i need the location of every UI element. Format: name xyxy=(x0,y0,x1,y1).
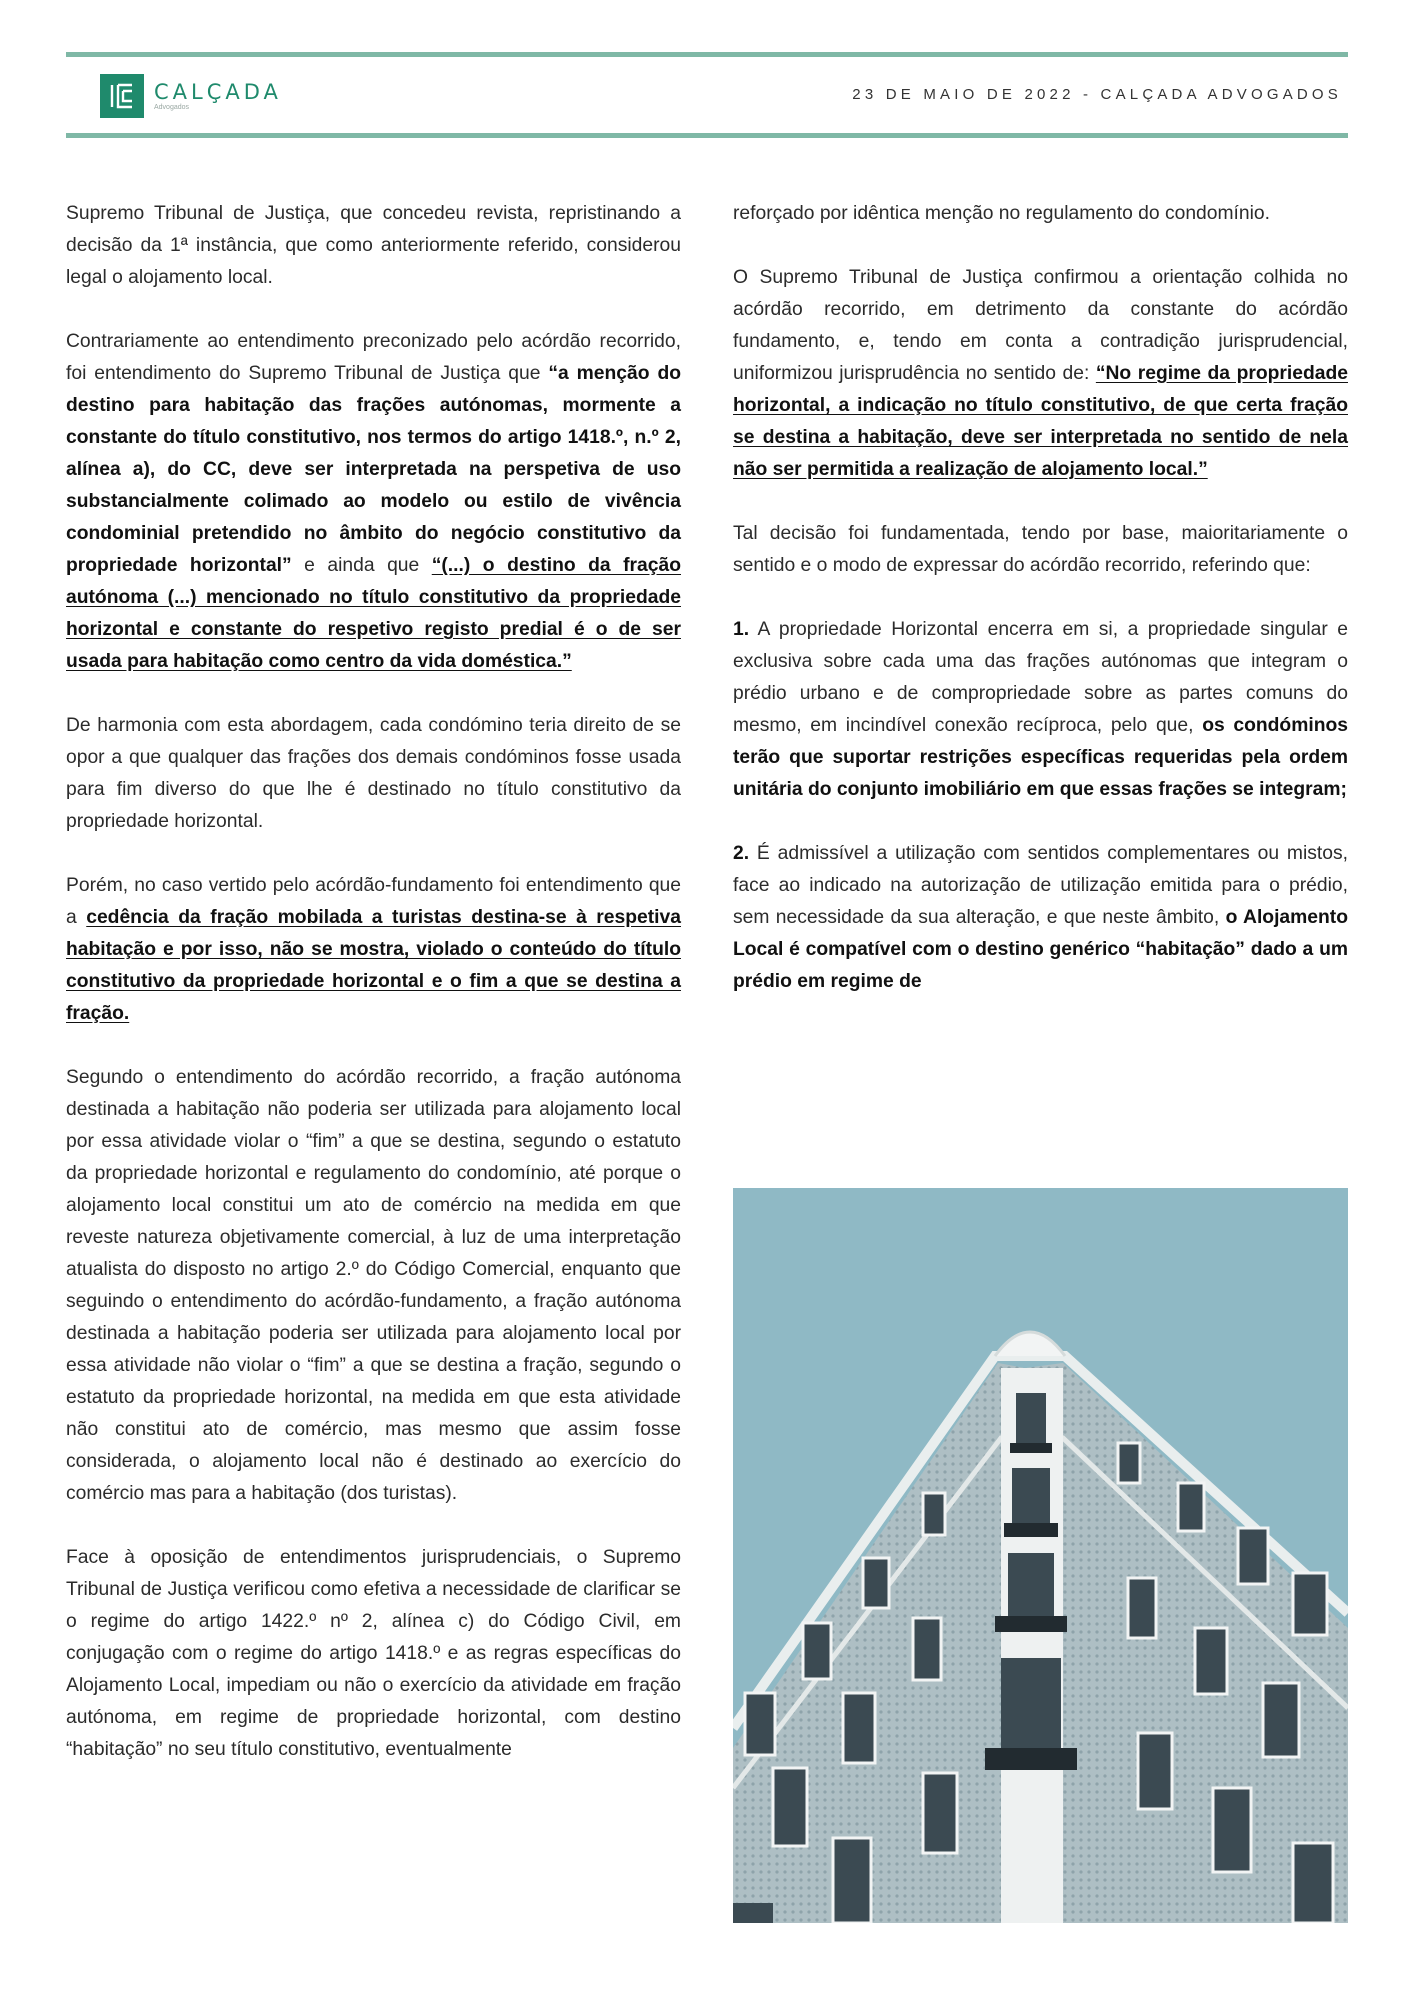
building-photo xyxy=(733,1188,1348,1923)
company-logo[interactable] xyxy=(100,74,282,118)
header-bottom-rule xyxy=(66,133,1348,138)
paragraph: Porém, no caso vertido pelo acórdão-fundamento foi entendimento que a cedência da fração mobilada a turistas destina-se à respetiva habitação e por isso, não se mostra, violado o conteúdo do título constitutivo da propriedade horizontal e o fim a que se destina a fração. xyxy=(66,875,681,1024)
header-top-rule xyxy=(66,52,1348,57)
paragraph: Segundo o entendimento do acórdão recorrido, a fração autónoma destinada a habitação não poderia ser utilizada para alojamento local por essa atividade violar o “fim” a que se destina, segundo o estatuto da propriedade horizontal e regulamento do condomínio, até porque o alojamento local constitui um ato de comércio na medida em que reveste natureza objetivamente comercial, à luz de uma interpretação atualista do disposto no artigo 2.º do Código Comercial, enquanto que seguindo o entendimento do acórdão-fundamento, a fração autónoma destinada a habitação poderia ser utilizada para alojamento local por essa atividade não violar o “fim” a que se destina a fração, segundo o estatuto da propriedade horizontal, na medida em que esta atividade não constitui ato de comércio, mas mesmo que assim fosse considerada, o alojamento local não é destinado ao exercício do comércio mas para a habitação (dos turistas). xyxy=(66,1067,681,1504)
calcada-logo-icon xyxy=(100,74,144,118)
paragraph: reforçado por idêntica menção no regulamento do condomínio. xyxy=(733,203,1270,224)
header-date-line: 23 DE MAIO DE 2022 - CALÇADA ADVOGADOS xyxy=(852,86,1342,103)
paragraph: Supremo Tribunal de Justiça, que concedeu revista, repristinando a decisão da 1ª instância, que como anteriormente referido, considerou legal o alojamento local. xyxy=(66,203,681,288)
left-text-column xyxy=(66,198,681,1798)
paragraph: 2. É admissível a utilização com sentidos complementares ou mistos, face ao indicado na autorização de utilização emitida para o prédio, sem necessidade da sua alteração, e que neste âmbito, o Alojamento Local é compatível com o destino genérico “habitação” dado a um prédio em regime de xyxy=(733,843,1348,992)
paragraph: Tal decisão foi fundamentada, tendo por base, maioritariamente o sentido e o modo de expressar do acórdão recorrido, referindo que: xyxy=(733,523,1348,576)
right-text-column xyxy=(733,198,1348,1030)
paragraph: O Supremo Tribunal de Justiça confirmou a orientação colhida no acórdão recorrido, em detrimento da constante do acórdão fundamento, e, tendo em conta a contradição jurisprudencial, uniformizou jurisprudência no sentido de: “No regime da propriedade horizontal, a indicação no título constitutivo, de que certa fração se destina a habitação, deve ser interpretada no sentido de nela não ser permitida a realização de alojamento local.” xyxy=(733,267,1348,480)
paragraph: 1. A propriedade Horizontal encerra em si, a propriedade singular e exclusiva sobre cada uma das frações autónomas que integram o prédio urbano e de compropriedade sobre as partes comuns do mesmo, em incindível conexão recíproca, pelo que, os condóminos terão que suportar restrições específicas requeridas pela ordem unitária do conjunto imobiliário em que essas frações se integram; xyxy=(733,619,1348,800)
paragraph: Face à oposição de entendimentos jurisprudenciais, o Supremo Tribunal de Justiça verificou como efetiva a necessidade de clarificar se o regime do artigo 1422.º nº 2, alínea c) do Código Civil, em conjugação com o regime do artigo 1418.º e as regras específicas do Alojamento Local, impediam ou não o exercício da atividade em fração autónoma, em regime de propriedade horizontal, com destino “habitação” no seu título constitutivo, eventualmente xyxy=(66,1547,681,1760)
logo-subtitle: Advogados xyxy=(154,103,190,111)
tiled-building-image xyxy=(733,1188,1348,1923)
paragraph: De harmonia com esta abordagem, cada condómino teria direito de se opor a que qualquer das frações dos demais condóminos fosse usada para fim diverso do que lhe é destinado no título constitutivo da propriedade horizontal. xyxy=(66,715,681,832)
paragraph: Contrariamente ao entendimento preconizado pelo acórdão recorrido, foi entendimento do Supremo Tribunal de Justiça que “a menção do destino para habitação das frações autónomas, mormente a constante do título constitutivo, nos termos do artigo 1418.º, n.º 2, alínea a), do CC, deve ser interpretada na perspetiva de uso substancialmente colimado ao modelo ou estilo de vivência condominial pretendido no âmbito do negócio constitutivo da propriedade horizontal” e ainda que “(...) o destino da fração autónoma (...) mencionado no título constitutivo da propriedade horizontal e constante do respetivo registo predial é o de ser usada para habitação como centro da vida doméstica.” xyxy=(66,331,681,672)
logo-name: CALÇADA xyxy=(154,79,282,104)
